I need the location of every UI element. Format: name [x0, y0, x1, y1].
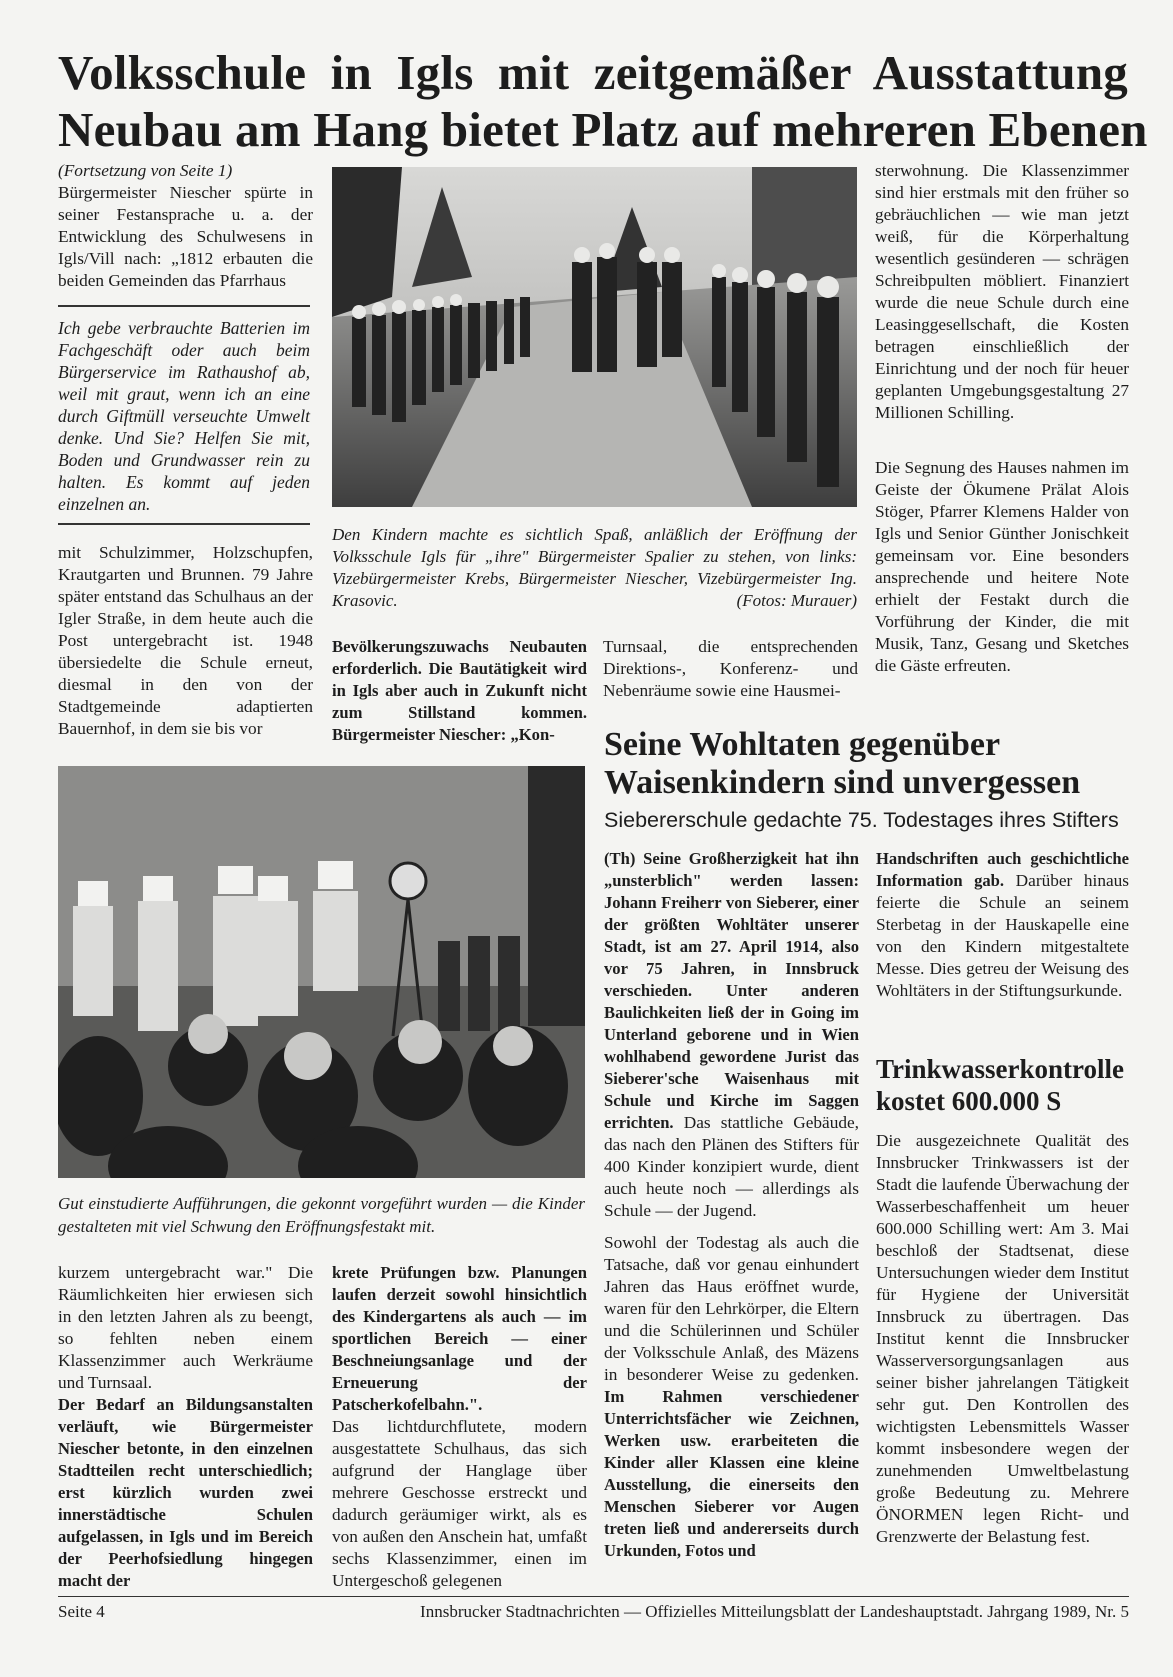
photo-caption — [332, 524, 857, 612]
sieberer-text: Sowohl der Todestag als auch die Tatsache, daß vor genau einhundert Jahren das Haus eröffnet wurde, waren für den Lehrkörper, die Eltern und die Schülerinnen und Schüler der Volksschule Anlaß, des Mäzens in besonderer Weise zu gedenken. — [604, 1233, 859, 1384]
photo-credit: (Fotos: Murauer) — [736, 591, 857, 610]
article-paragraph: Das lichtdurchflutete, modern ausgestattete Schulhaus, das sich aufgrund der Hanglage über mehrere Geschosse erstreckt und dadurch geräumiger wirkt, als es von außen den Anschein hat, umfaßt sechs Klassenzimmer, einen im Untergeschoß gelegenen — [332, 1417, 587, 1590]
sieberer-col-a — [604, 848, 859, 1562]
article-bottom-col1 — [58, 1262, 313, 1592]
article-paragraph: Der Bedarf an Bildungsanstalten verläuft, wie Bürgermeister Niescher betonte, in den einzelnen Stadtteilen recht unterschiedlich; erst kürzlich wurden zwei innerstädtische Schulen aufgelassen, in Igls und im Bereich der Peerhofsiedlung hingegen macht der — [58, 1395, 313, 1590]
sieberer-text: Das stattliche Gebäude, das nach den Plänen des Stifters für 400 Kinder konzipiert wurde, dient auch heute noch — allerdings als Schule — der Jugend. — [604, 1113, 859, 1220]
photo-caption: Gut einstudierte Aufführungen, die gekonnt vorgeführt wurden — die Kinder gestalteten mit viel Schwung den Eröffnungsfestakt mit. — [58, 1194, 585, 1236]
headline-line-2: Neubau am Hang bietet Platz auf mehreren Ebenen — [58, 102, 1148, 157]
article-paragraph: Bürgermeister Niescher spürte in seiner Festansprache u. a. der Entwicklung des Schulwesens in Igls/Vill nach: „1812 erbauten die beiden Gemeinden das Pfarrhaus — [58, 183, 313, 290]
performance-photo — [58, 766, 585, 1178]
trinkwasser-body: Die ausgezeichnete Qualität des Innsbrucker Trinkwassers ist der Stadt die laufende Überwachung der Wasserbeschaffenheit um heuer 600.000 Schilling wert: Am 3. Mai beschloß der Stadtsenat, diese Untersuchungen wieder dem Institut für Hygiene der Universität Innsbruck zu übertragen. Das Institut kennt die Innsbrucker Wasserversorgungsanlagen aus seiner bisher jahrelangen Tätigkeit sehr gut. Den Kontrollen des wichtigsten Lebensmittels Wasser kommt insbesondere wegen der zunehmenden Umweltbelastung große Bedeutung zu. Mehrere ÖNORMEN legen Richt- und Grenzwerte der Belastung fest. — [876, 1131, 1129, 1546]
sieberer-lead: (Th) Seine Großherzigkeit hat ihn „unsterblich" werden lassen: Johann Freiherr von Sieberer, einer der größten Wohltäter unserer Stadt, ist am 27. April 1914, also vor 75 Jahren, in Innsbruck verschieden. Unter anderen Baulichkeiten ließ der in Going im Unterland geborene und in Wien wohlhabend gewordene Jurist das Sieberer'sche Waisenhaus mit Schule und Kirche im Saggen errichten. — [604, 849, 859, 1132]
quote-box: Ich gebe verbrauchte Batterien im Fachgeschäft oder auch beim Bürgerservice im Rathaushof ab, weil mit graut, wenn ich an eine durch Giftmüll verseuchte Umwelt denke. Und Sie? Helfen Sie mit, Boden und Grundwasser rein zu halten. Es kommt auf jeden einzelnen an. — [58, 305, 310, 525]
sieberer-headline: Seine Wohltaten gegenüber Waisenkindern sind unvergessen — [604, 726, 1081, 801]
sieberer-bold: Im Rahmen verschiedener Unterrichtsfächer wie Zeichnen, Werken usw. erarbeiteten die Kinder aller Klassen eine kleine Ausstellung, die einerseits den Menschen Sieberer vor Augen treten ließ und andererseits durch Urkunden, Fotos und — [604, 1387, 859, 1560]
sieberer-col-b — [876, 848, 1129, 1002]
opening-ceremony-photo — [332, 167, 857, 507]
sieberer-subheadline: Siebererschule gedachte 75. Todestages ihres Stifters — [604, 808, 1119, 832]
sieberer-text: Darüber hinaus feierte die Schule an seinem Sterbetag in der Hauskapelle eine von den Kindern mitgestaltete Messe. Dies getreu der Weisung des Wohltäters in der Stiftungsurkunde. — [876, 871, 1129, 1000]
article-paragraph: sterwohnung. Die Klassenzimmer sind hier erstmals mit den früher so gebräuchlichen — wie man jetzt weiß, für die Körperhaltung wesentlich gesünderen — schrägen Schreibpulten möbliert. Finanziert wurde die neue Schule durch eine Leasinggesellschaft, die Kosten betragen einschließlich der Einrichtung und der noch für heuer geplanten Umgebungsgestaltung 27 Millionen Schilling. — [875, 161, 1129, 422]
page-number: Seite 4 — [58, 1602, 105, 1621]
article-paragraph: mit Schulzimmer, Holzschupfen, Krautgarten und Brunnen. 79 Jahre später entstand das Schulhaus an der Igler Straße, in dem heute auch die Post untergebracht ist. 1948 übersiedelte die Schule erneut, diesmal in den von der Stadtgemeinde adaptierten Bauernhof, in dem sie bis vor — [58, 543, 313, 738]
trinkwasser-headline: Trinkwasserkontrolle kostet 600.000 S — [876, 1054, 1125, 1116]
article-bottom-col2 — [332, 1262, 587, 1592]
sieberer-bold: Handschriften auch geschichtliche Information gab. — [876, 849, 1129, 890]
article-paragraph: krete Prüfungen bzw. Planungen laufen derzeit sowohl hinsichtlich des Kindergartens als auch — im sportlichen Bereich — einer Beschneiungsanlage und der Erneuerung der Patscherkofelbahn.". — [332, 1263, 587, 1414]
headline-line-1: Volksschule in Igls mit zeitgemäßer Ausstattung — [58, 45, 1128, 100]
article-paragraph: Die Segnung des Hauses nahmen im Geiste der Ökumene Prälat Alois Stöger, Pfarrer Klemens Halder von Igls und Senior Günther Jonischkeit gemeinsam vor. Eine besonders ansprechende und heitere Note erhielt der Festakt durch die Vorführung der Kinder, die mit Musik, Tanz, Gesang und Sketches die Gäste erfreuten. — [875, 458, 1129, 675]
continuation-note: (Fortsetzung von Seite 1) — [58, 161, 233, 180]
photo-illustration — [332, 167, 857, 507]
article-intro — [58, 160, 313, 292]
page-footer — [58, 1596, 1129, 1623]
article-paragraph: Bevölkerungszuwachs Neubauten erforderlich. Die Bautätigkeit wird in Igls aber auch in Zukunft nicht zum Stillstand kommen. Bürgermeister Niescher: „Kon- — [332, 637, 587, 744]
photo-illustration — [58, 766, 585, 1178]
article-paragraph: Turnsaal, die entsprechenden Direktions-, Konferenz- und Nebenräume sowie eine Hausmei- — [603, 637, 858, 700]
article-paragraph: kurzem untergebracht war." Die Räumlichkeiten hier erwiesen sich in den letzten Jahren als zu beengt, so fehlten neben einem Klassenzimmer auch Werkräume und Turnsaal. — [58, 1263, 313, 1392]
publication-line: Innsbrucker Stadtnachrichten — Offizielles Mitteilungsblatt der Landeshauptstadt. Jahrgang 1989, Nr. 5 — [420, 1602, 1129, 1621]
caption-text: Den Kindern machte es sichtlich Spaß, anläßlich der Eröffnung der Volksschule Igls für „ihre" Bürgermeister Spalier zu stehen, von links: Vizebürgermeister Krebs, Bürgermeister Niescher, Vizebürgermeister Ing. Krasovic. — [332, 525, 857, 610]
